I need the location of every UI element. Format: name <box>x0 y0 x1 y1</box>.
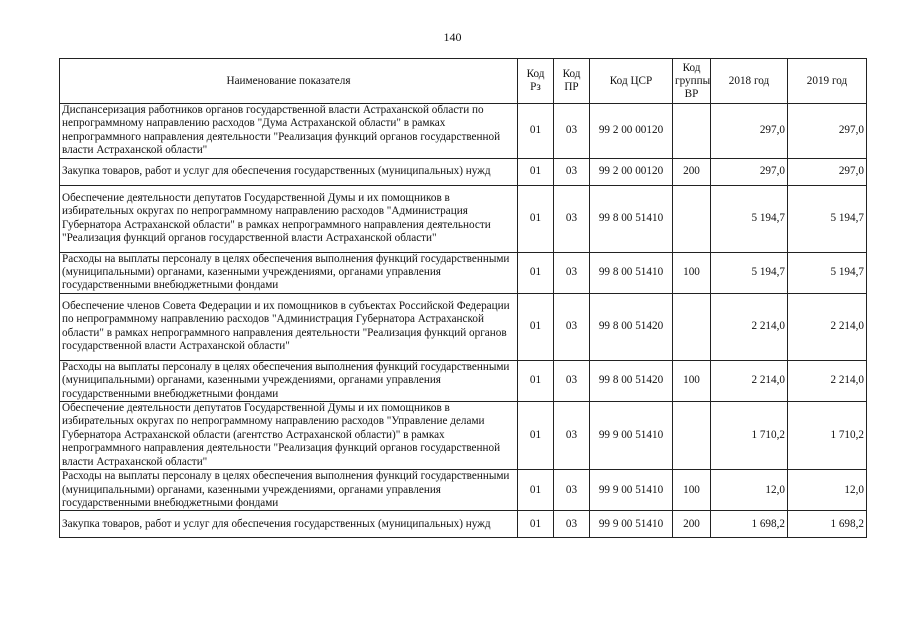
row-2019: 1 698,2 <box>788 511 867 538</box>
row-2018: 297,0 <box>711 158 788 185</box>
table-row <box>60 402 867 470</box>
row-rz: 01 <box>518 511 554 538</box>
row-2019: 5 194,7 <box>788 185 867 252</box>
header-2019: 2019 год <box>788 59 867 104</box>
row-csr: 99 8 00 51410 <box>590 185 673 252</box>
row-2019: 1 710,2 <box>788 402 867 470</box>
row-vr: 200 <box>673 511 711 538</box>
row-pr: 03 <box>554 293 590 360</box>
row-2019: 297,0 <box>788 158 867 185</box>
row-csr: 99 2 00 00120 <box>590 104 673 159</box>
row-vr: 100 <box>673 252 711 293</box>
row-vr: 100 <box>673 360 711 401</box>
row-2018: 1 710,2 <box>711 402 788 470</box>
row-rz: 01 <box>518 360 554 401</box>
budget-table <box>59 58 867 538</box>
row-name: Расходы на выплаты персоналу в целях обеспечения выполнения функций государственными (муниципальными) органами, казенными учреждениями, органами управления государственными внебюджетными фондами <box>60 360 518 401</box>
table-row <box>60 158 867 185</box>
row-name: Расходы на выплаты персоналу в целях обеспечения выполнения функций государственными (муниципальными) органами, казенными учреждениями, органами управления государственными внебюджетными фондами <box>60 470 518 511</box>
row-pr: 03 <box>554 360 590 401</box>
row-csr: 99 8 00 51420 <box>590 293 673 360</box>
row-2019: 297,0 <box>788 104 867 159</box>
row-csr: 99 8 00 51420 <box>590 360 673 401</box>
row-vr <box>673 402 711 470</box>
row-2019: 5 194,7 <box>788 252 867 293</box>
row-vr: 200 <box>673 158 711 185</box>
header-vr: Код группы ВР <box>673 59 711 104</box>
row-2018: 2 214,0 <box>711 293 788 360</box>
row-rz: 01 <box>518 104 554 159</box>
table-header-row <box>60 59 867 104</box>
row-2019: 12,0 <box>788 470 867 511</box>
row-pr: 03 <box>554 511 590 538</box>
row-name: Диспансеризация работников органов государственной власти Астраханской области по непрограммному направлению расходов "Дума Астраханской области" в рамках непрограммного направления деятельности "Реализация функций органов государственной власти Астраханской области" <box>60 104 518 159</box>
page-number: 140 <box>443 30 462 44</box>
row-csr: 99 9 00 51410 <box>590 511 673 538</box>
header-name: Наименование показателя <box>60 59 518 104</box>
row-pr: 03 <box>554 252 590 293</box>
row-2018: 5 194,7 <box>711 252 788 293</box>
row-2018: 5 194,7 <box>711 185 788 252</box>
header-rz: Код Рз <box>518 59 554 104</box>
table-row <box>60 252 867 293</box>
row-csr: 99 8 00 51410 <box>590 252 673 293</box>
row-csr: 99 9 00 51410 <box>590 402 673 470</box>
table-row <box>60 360 867 401</box>
row-2018: 12,0 <box>711 470 788 511</box>
table-row <box>60 185 867 252</box>
row-name: Обеспечение деятельности депутатов Государственной Думы и их помощников в избирательных округах по непрограммному направлению расходов "Администрация Губернатора Астраханской области" в рамках непрограммного направления деятельности "Реализация функций органов государственной власти Астраханской области" <box>60 185 518 252</box>
row-name: Обеспечение членов Совета Федерации и их помощников в субъектах Российской Федерации по непрограммному направлению расходов "Администрация Губернатора Астраханской области" в рамках непрограммного направления деятельности "Реализация функций органов государственной власти Астраханской области" <box>60 293 518 360</box>
row-rz: 01 <box>518 402 554 470</box>
row-name: Расходы на выплаты персоналу в целях обеспечения выполнения функций государственными (муниципальными) органами, казенными учреждениями, органами управления государственными внебюджетными фондами <box>60 252 518 293</box>
row-vr <box>673 293 711 360</box>
header-csr: Код ЦСР <box>590 59 673 104</box>
row-2019: 2 214,0 <box>788 293 867 360</box>
header-pr: Код ПР <box>554 59 590 104</box>
row-rz: 01 <box>518 470 554 511</box>
row-pr: 03 <box>554 158 590 185</box>
row-csr: 99 2 00 00120 <box>590 158 673 185</box>
row-rz: 01 <box>518 252 554 293</box>
row-name: Закупка товаров, работ и услуг для обеспечения государственных (муниципальных) нужд <box>60 511 518 538</box>
row-pr: 03 <box>554 185 590 252</box>
row-vr <box>673 104 711 159</box>
row-name: Закупка товаров, работ и услуг для обеспечения государственных (муниципальных) нужд <box>60 158 518 185</box>
row-2019: 2 214,0 <box>788 360 867 401</box>
row-name: Обеспечение деятельности депутатов Государственной Думы и их помощников в избирательных округах по непрограммному направлению расходов "Управление делами Губернатора Астраханской области (агентство Астраханской области)" в рамках непрограммного направления деятельности "Реализация функций органов государственной власти Астраханской области" <box>60 402 518 470</box>
table-row <box>60 470 867 511</box>
row-2018: 1 698,2 <box>711 511 788 538</box>
row-vr <box>673 185 711 252</box>
row-csr: 99 9 00 51410 <box>590 470 673 511</box>
table-row <box>60 104 867 159</box>
row-pr: 03 <box>554 470 590 511</box>
row-pr: 03 <box>554 104 590 159</box>
row-2018: 297,0 <box>711 104 788 159</box>
row-vr: 100 <box>673 470 711 511</box>
row-rz: 01 <box>518 158 554 185</box>
row-2018: 2 214,0 <box>711 360 788 401</box>
row-rz: 01 <box>518 293 554 360</box>
table-row <box>60 293 867 360</box>
row-pr: 03 <box>554 402 590 470</box>
header-2018: 2018 год <box>711 59 788 104</box>
row-rz: 01 <box>518 185 554 252</box>
table-row <box>60 511 867 538</box>
